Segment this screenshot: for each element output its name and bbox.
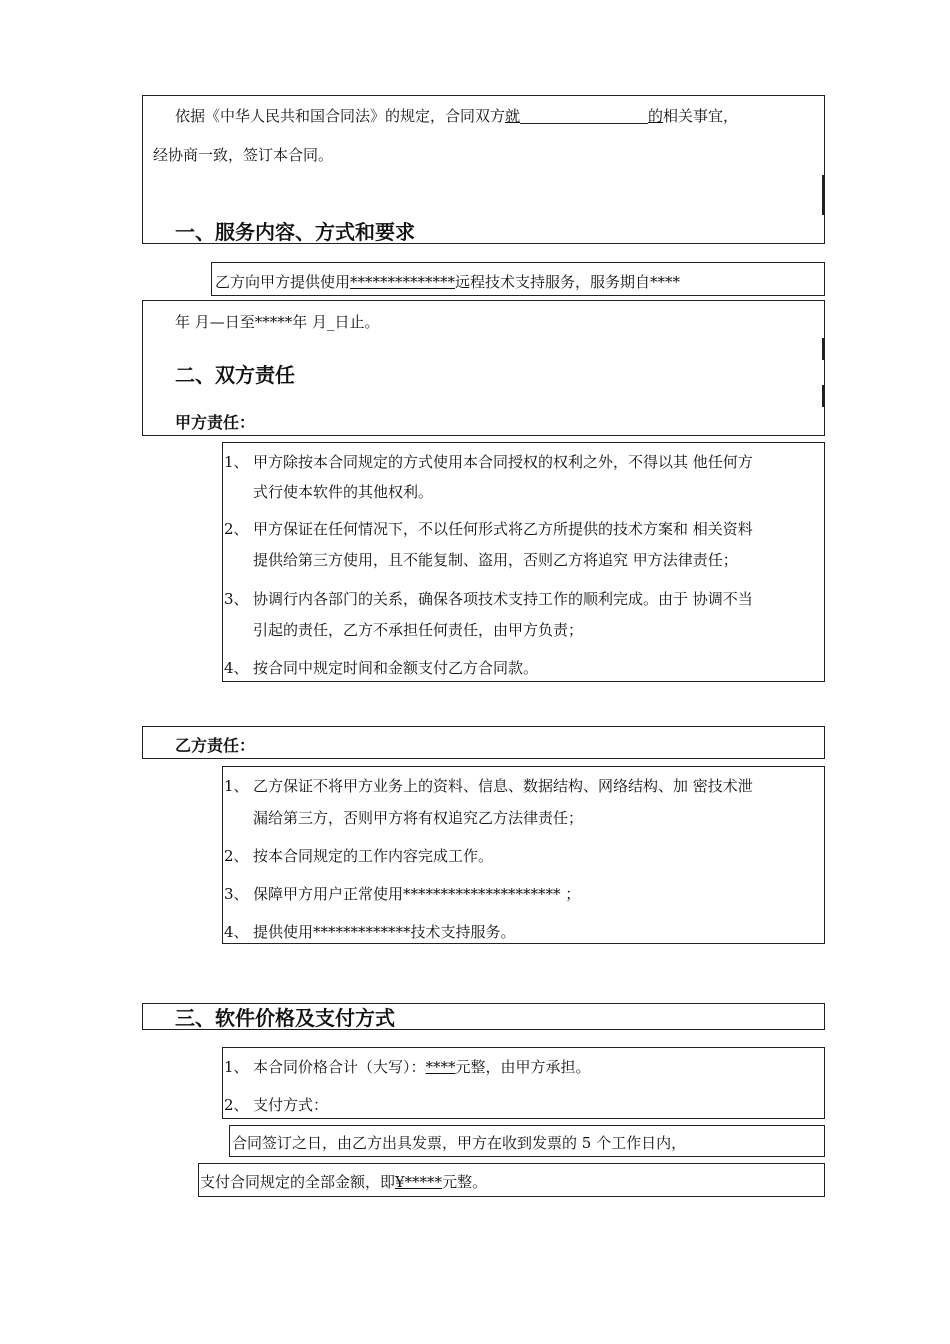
margin-mark: [822, 175, 824, 215]
party-a-item-3-line2: 引起的责任，乙方不承担任何责任，由甲方负责；: [253, 621, 584, 639]
payment-unit: 元整。: [442, 1173, 488, 1191]
price-text: 元整，由甲方承担。: [455, 1058, 591, 1076]
party-a-item-2-num: 2、: [224, 520, 249, 538]
price-item-2-num: 2、: [224, 1096, 249, 1114]
margin-mark: [822, 385, 824, 407]
party-a-item-2-line1: 甲方保证在任何情况下，不以任何形式将乙方所提供的技术方案和 相关资料: [253, 520, 753, 538]
preamble-de: 的: [648, 107, 664, 125]
preamble-jiu: 就: [505, 107, 521, 125]
party-a-title: 甲方责任：: [175, 413, 256, 432]
section-1-heading: 一、服务内容、方式和要求: [175, 220, 415, 244]
price-label: 本合同价格合计（大写）：: [253, 1058, 426, 1076]
price-item-1: [253, 1057, 591, 1077]
party-b-item-3-num: 3、: [224, 885, 249, 903]
service-period-text: 远程技术支持服务，服务期自****: [455, 273, 681, 291]
party-b-item-4-num: 4、: [224, 923, 249, 941]
party-a-item-3-num: 3、: [224, 590, 249, 608]
party-b-title: 乙方责任：: [175, 736, 256, 755]
party-b-item-3-line1: 保障甲方用户正常使用********************* ；: [253, 885, 581, 903]
party-b-item-1-num: 1、: [224, 777, 249, 795]
party-a-item-3-line1: 协调行内各部门的关系，确保各项技术支持工作的顺利完成。由于 协调不当: [253, 590, 753, 608]
payment-amount: ¥*****: [395, 1173, 443, 1191]
price-stars: ****: [425, 1058, 456, 1076]
party-b-item-2-num: 2、: [224, 847, 249, 865]
party-b-item-4-line1: 提供使用*************技术支持服务。: [253, 923, 516, 941]
party-b-item-1-line2: 漏给第三方，否则甲方将有权追究乙方法律责任；: [253, 809, 584, 827]
preamble-text: 依据《中华人民共和国合同法》的规定，合同双方: [175, 107, 506, 125]
subject-blank-field[interactable]: [520, 107, 648, 124]
price-item-1-num: 1、: [224, 1058, 249, 1076]
party-a-item-2-line2: 提供给第三方使用，且不能复制、盗用，否则乙方将追究 甲方法律责任；: [253, 551, 738, 569]
party-a-item-1-line2: 式行使本软件的其他权利。: [253, 483, 434, 501]
party-a-item-1-line1: 甲方除按本合同规定的方式使用本合同授权的权利之外，不得以其 他任何方: [253, 453, 753, 471]
party-b-item-2-line1: 按本合同规定的工作内容完成工作。: [253, 847, 494, 865]
party-a-item-4-num: 4、: [224, 659, 249, 677]
service-name-stars: **************: [350, 273, 456, 291]
service-text: 乙方向甲方提供使用: [215, 273, 351, 291]
preamble-line-2: 经协商一致，签订本合同。: [153, 146, 334, 164]
preamble-line-1: [175, 106, 738, 126]
party-a-item-1-num: 1、: [224, 453, 249, 471]
party-b-item-1-line1: 乙方保证不将甲方业务上的资料、信息、数据结构、网络结构、加 密技术泄: [253, 777, 753, 795]
margin-mark: [822, 338, 824, 360]
service-line-1: [215, 272, 680, 292]
payment-line-1: 合同签订之日，由乙方出具发票，甲方在收到发票的 5 个工作日内，: [232, 1134, 687, 1152]
price-item-2: 支付方式：: [253, 1096, 329, 1114]
payment-line-2: [200, 1172, 487, 1192]
section-2-heading: 二、双方责任: [175, 363, 295, 387]
party-a-item-4-line1: 按合同中规定时间和金额支付乙方合同款。: [253, 659, 539, 677]
payment-text: 支付合同规定的全部金额，即: [200, 1173, 396, 1191]
service-line-2: 年 月—日至*****年 月_日止。: [175, 313, 380, 331]
preamble-text-after: 相关事宜，: [663, 107, 739, 125]
section-3-heading: 三、软件价格及支付方式: [175, 1006, 395, 1030]
